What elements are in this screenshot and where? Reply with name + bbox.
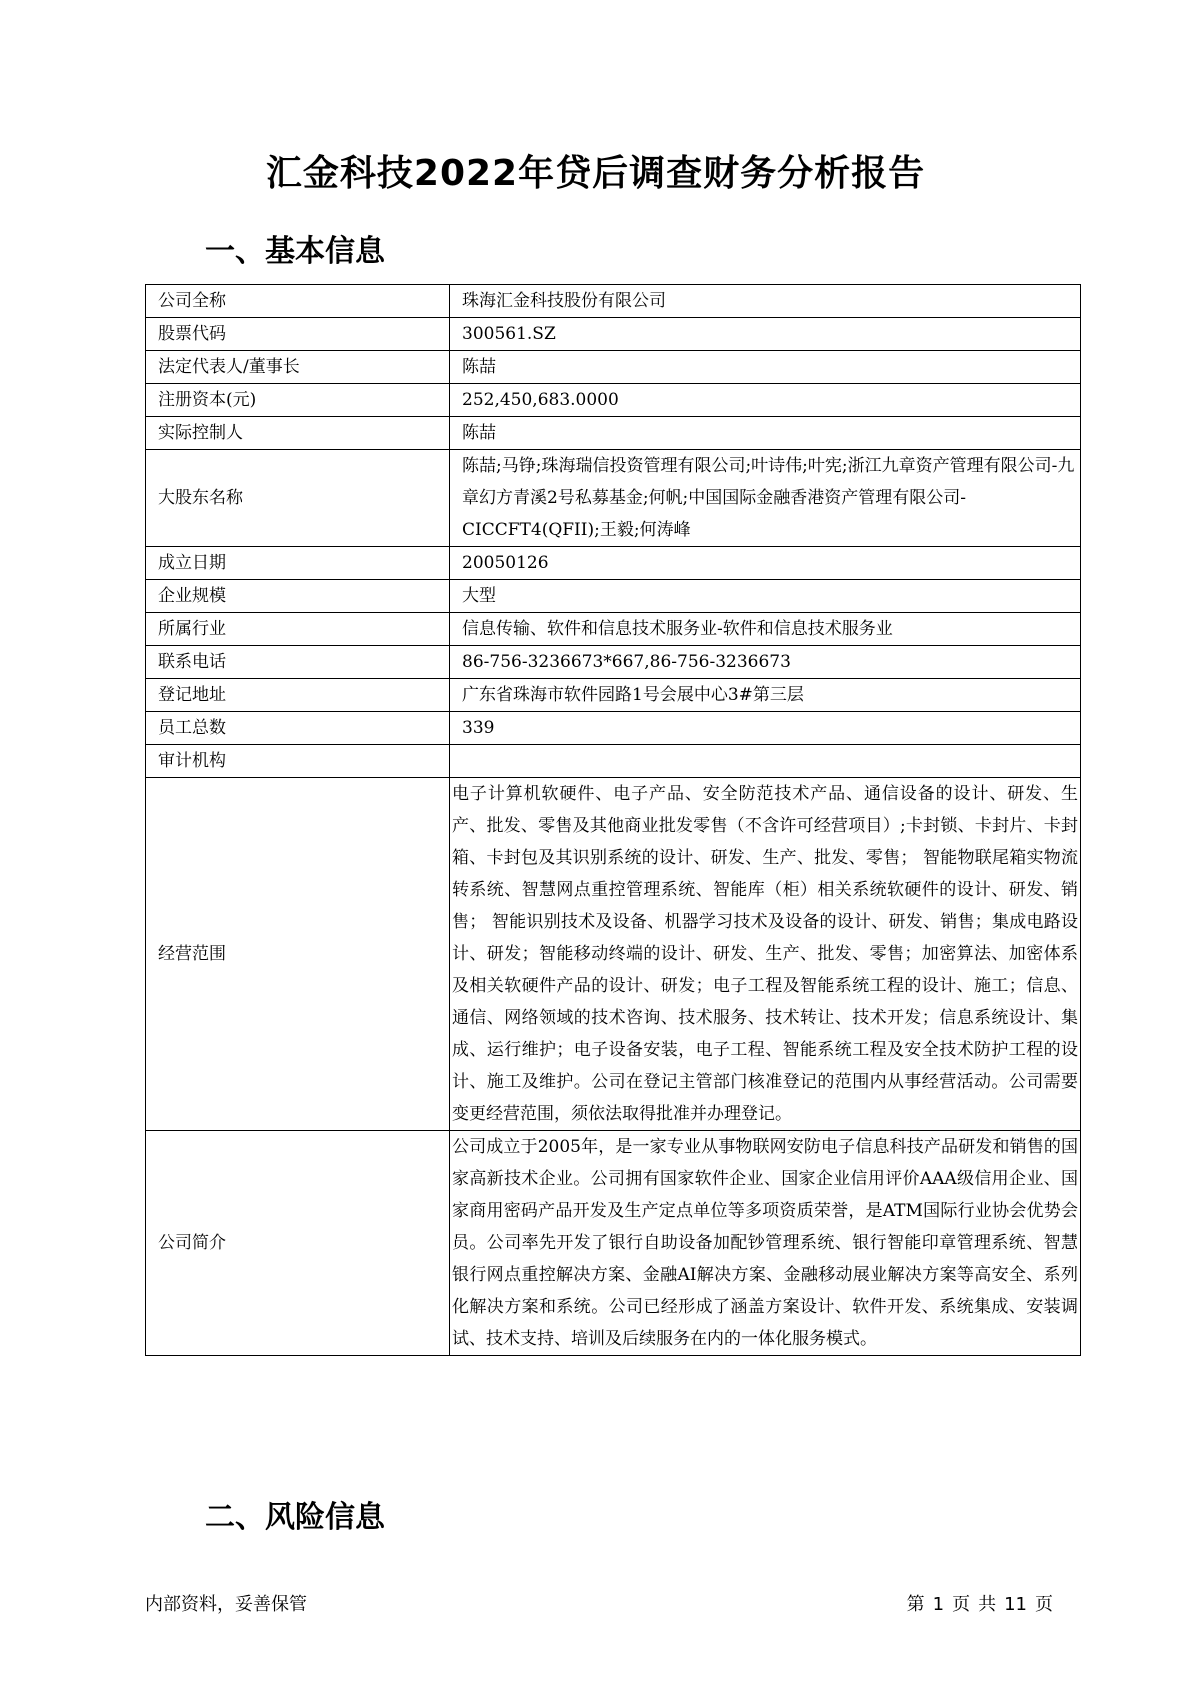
row-label: 大股东名称: [146, 450, 450, 547]
table-row: [146, 712, 1081, 745]
row-value: 86-756-3236673*667,86-756-3236673: [450, 646, 1081, 679]
table-row: [146, 351, 1081, 384]
row-value: 信息传输、软件和信息技术服务业-软件和信息技术服务业: [450, 613, 1081, 646]
row-label: 公司简介: [146, 1131, 450, 1356]
table-row: [146, 384, 1081, 417]
footer-confidential-note: 内部资料，妥善保管: [145, 1594, 307, 1615]
table-row: [146, 318, 1081, 351]
row-value: 300561.SZ: [450, 318, 1081, 351]
table-row: [146, 547, 1081, 580]
row-label: 注册资本(元): [146, 384, 450, 417]
row-label: 公司全称: [146, 285, 450, 318]
row-value: [450, 745, 1081, 778]
row-value: 大型: [450, 580, 1081, 613]
page-unit: 页: [952, 1594, 971, 1615]
row-label: 所属行业: [146, 613, 450, 646]
row-label: 员工总数: [146, 712, 450, 745]
row-value: 陈喆: [450, 351, 1081, 384]
row-value: 20050126: [450, 547, 1081, 580]
page-num: 1: [932, 1594, 945, 1615]
row-value: 电子计算机软硬件、电子产品、安全防范技术产品、通信设备的设计、研发、生产、批发、零售及其他商业批发零售（不含许可经营项目）;卡封锁、卡封片、卡封箱、卡封包及其识别系统的设计、研发、生产、批发、零售； 智能物联尾箱实物流转系统、智慧网点重控管理系统、智能库（柜）相关系统软硬件的设计、研发、销售； 智能识别技术及设备、机器学习技术及设备的设计、研发、销售；集成电路设计、研发；智能移动终端的设计、研发、生产、批发、零售；加密算法、加密体系及相关软硬件产品的设计、研发；电子工程及智能系统工程的设计、施工；信息、通信、网络领域的技术咨询、技术服务、技术转让、技术开发；信息系统设计、集成、运行维护；电子设备安装，电子工程、智能系统工程及安全技术防护工程的设计、施工及维护。公司在登记主管部门核准登记的范围内从事经营活动。公司需要变更经营范围，须依法取得批准并办理登记。: [450, 778, 1081, 1131]
row-value: 广东省珠海市软件园路1号会展中心3#第三层: [450, 679, 1081, 712]
row-value: 252,450,683.0000: [450, 384, 1081, 417]
total-unit: 页: [1035, 1594, 1053, 1615]
table-row: [146, 613, 1081, 646]
row-value: 陈喆;马铮;珠海瑞信投资管理有限公司;叶诗伟;叶宪;浙江九章资产管理有限公司-九章幻方青溪2号私募基金;何帆;中国国际金融香港资产管理有限公司-CICCFT4(QFII);王毅;何涛峰: [450, 450, 1081, 547]
row-value: 公司成立于2005年，是一家专业从事物联网安防电子信息科技产品研发和销售的国家高新技术企业。公司拥有国家软件企业、国家企业信用评价AAA级信用企业、国家商用密码产品开发及生产定点单位等多项资质荣誉，是ATM国际行业协会优势会员。公司率先开发了银行自助设备加配钞管理系统、银行智能印章管理系统、智慧银行网点重控解决方案、金融AI解决方案、金融移动展业解决方案等高安全、系列化解决方案和系统。公司已经形成了涵盖方案设计、软件开发、系统集成、安装调试、技术支持、培训及后续服务在内的一体化服务模式。: [450, 1131, 1081, 1356]
table-row: [146, 745, 1081, 778]
table-row: [146, 1131, 1081, 1356]
row-label: 实际控制人: [146, 417, 450, 450]
row-label: 企业规模: [146, 580, 450, 613]
table-row: [146, 285, 1081, 318]
total-num: 11: [1004, 1594, 1027, 1615]
basic-info-table: [145, 284, 1081, 1356]
row-label: 成立日期: [146, 547, 450, 580]
table-row: [146, 450, 1081, 547]
row-label: 审计机构: [146, 745, 450, 778]
table-row: [146, 646, 1081, 679]
row-value: 陈喆: [450, 417, 1081, 450]
total-prefix: 共: [978, 1594, 997, 1615]
page-prefix: 第: [906, 1594, 925, 1615]
section-heading-risk-info: 二、风险信息: [205, 1500, 385, 1535]
row-label: 联系电话: [146, 646, 450, 679]
table-row: [146, 580, 1081, 613]
row-label: 经营范围: [146, 778, 450, 1131]
table-row: [146, 417, 1081, 450]
row-value: 339: [450, 712, 1081, 745]
document-title: 汇金科技2022年贷后调查财务分析报告: [265, 153, 926, 194]
row-label: 登记地址: [146, 679, 450, 712]
table-row: [146, 679, 1081, 712]
section-heading-basic-info: 一、基本信息: [205, 234, 385, 269]
row-label: 股票代码: [146, 318, 450, 351]
table-row: [146, 778, 1081, 1131]
footer-page-number: [899, 1590, 1053, 1616]
row-value: 珠海汇金科技股份有限公司: [450, 285, 1081, 318]
row-label: 法定代表人/董事长: [146, 351, 450, 384]
